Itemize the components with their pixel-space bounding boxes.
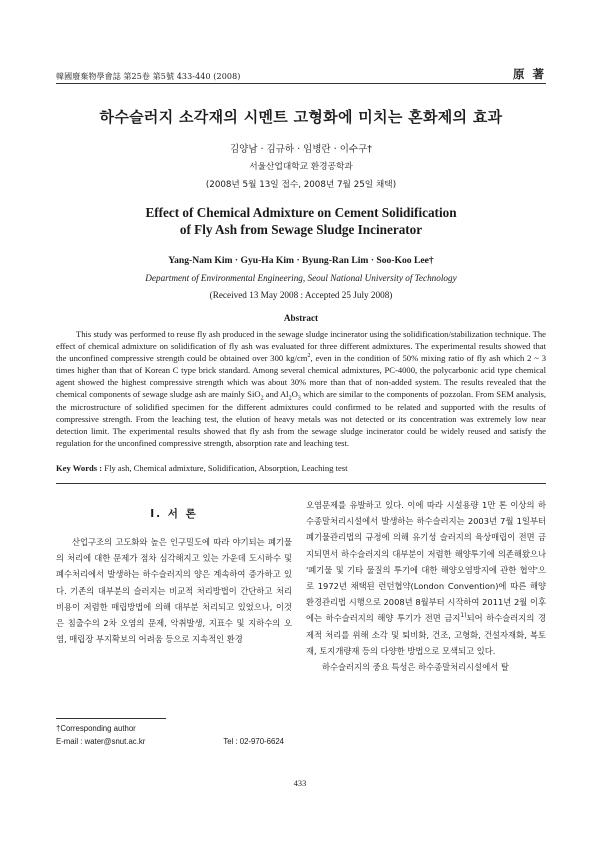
abstract-text-3: and Al: [263, 389, 289, 400]
reference-marker: 1): [460, 612, 467, 620]
footnote-contact: [56, 737, 292, 746]
page-number: 433: [293, 779, 307, 788]
header-rule: [56, 83, 546, 84]
dates-korean: (2008년 5월 13일 접수, 2008년 7월 25일 채택): [205, 180, 397, 190]
right-column-body: [306, 497, 546, 675]
abstract-sub-2: 2: [288, 396, 292, 403]
abstract-body: [56, 328, 546, 449]
abstract-text-4: O: [291, 389, 298, 400]
affiliation-korean: 서울산업대학교 환경공학과: [249, 162, 353, 172]
abstract-heading: Abstract: [283, 313, 319, 323]
right-paragraph-2: 하수슬러지의 중요 특성은 하수종말처리시설에서 탈: [322, 662, 509, 673]
authors-korean: 김양남 · 김규하 · 임병란 · 이수구†: [229, 144, 373, 155]
left-column-body: 산업구조의 고도화와 높은 인구밀도에 따라 야기되는 폐기물의 처리에 대한 문제가 점차 심각해지고 있는 가운데 도시하수 및 폐수처리에서 발생하는 하수슬러지의 양은 계속하여 증가하고 있다. 기존의 대부분의 슬러지는 비교적 처리방법이 간단하고 처리비용이 저렴한 매립방법에 의해 대부분 처리되고 있었으나, 이것은 침출수의 2차 오염의 문제, 악취발생, 지표수 및 지하수의 오염, 매립장 부지확보의 어려움 등으로 지속적인 환경: [56, 537, 292, 645]
affiliation-english: Department of Environmental Engineering, Seoul National University of Technology: [145, 273, 457, 283]
right-paragraph-1-text-b: 되어 하수슬러지의 경제적 처리를 위해 소각 및 퇴비화, 건조, 고형화, 건설자재화, 복토재, 토지개량재 등의 다양한 방법으로 모색되고 있다.: [306, 613, 546, 656]
right-paragraph-1-text: 오염문제를 유발하고 있다. 이에 따라 시설용량 1만 톤 이상의 하수종말처리시설에서 발생하는 하수슬러지는 2003년 7월 1일부터 폐기물관리법의 규정에 의해 유기성 슬러지의 육상매립이 전면 금지되면서 하수슬러지의 대부분이 저렴한 해양투기에 의존해왔으나 '폐기물 및 기타 물질의 투기에 대한 해양오염방지에 관한 협약'으로 1972년 채택된 런던협약(London Convention)에 따른 해양환경관리법 시행으로 2008년 8월부터 시작하여 2011년 2월 이후에는 하수슬러지의 해양 투기가 전면 금지: [306, 500, 546, 624]
title-english: [56, 204, 546, 238]
abstract-text-1: This study was performed to reuse fly ash produced in the sewage sludge incinerator using the solidification/stabilization technique. The effect of chemical admixture on solidification of fly ash was evaluated for three different admixtures. The experimental results showed that the unconfined compressive strength could be obtained over 300 kg/cm: [56, 329, 546, 364]
keywords-text: Fly ash, Chemical admixture, Solidification, Absorption, Leaching test: [102, 463, 348, 473]
abstract-sub-3: 3: [297, 396, 301, 403]
title-english-line1: Effect of Chemical Admixture on Cement Solidification: [145, 205, 457, 220]
article-type-badge: 原 著: [512, 67, 546, 81]
dates-english: (Received 13 May 2008 : Accepted 25 July 2008): [209, 290, 393, 300]
abstract-sub-1: 2: [260, 396, 264, 403]
footnote-corresponding: †Corresponding author: [56, 724, 136, 733]
abstract-text-5: which are similar to the components of pozzolan. From SEM analysis, the microstructure of solidified specimen for the different admixtures could confirmed to be related and supported with the results of compressive strength. From the leaching test, the elution of heavy metals was not detected or its concentration was extremely low near detection limit. The experimental results showed that fly ash from the sewage sludge incinerator could be widely reused and satisfy the regulation for the unconfined compressive strength, absorption rate and leaching test.: [56, 389, 546, 448]
abstract-text-2: , even in the condition of 50% mixing ratio of fly ash which 2 ~ 3 times higher than that of Korean C type brick standard. Among several chemical admixtures, PC-4000, the polycarbonic acid type chemical agent showed the highest compressive strength which was about 30% more than that of non-added system. The results revealed that the chemical components of sewage sludge ash are mainly SiO: [56, 353, 546, 400]
keywords-rule: [56, 483, 546, 484]
title-korean: 하수슬러지 소각재의 시멘트 고형화에 미치는 혼화제의 효과: [99, 108, 503, 126]
abstract-sup-1: 2: [307, 353, 311, 360]
right-paragraph-1: [306, 497, 546, 659]
section-heading-introduction: I. 서 론: [150, 508, 198, 520]
footnote-email: E-mail : water@snut.ac.kr: [56, 737, 146, 746]
footnote-rule: [56, 718, 166, 719]
title-english-line2: of Fly Ash from Sewage Sludge Incinerator: [179, 222, 423, 237]
journal-header: 韓國廢棄物學會誌 第25卷 第5號 433-440 (2008): [56, 72, 241, 81]
authors-english: Yang-Nam Kim · Gyu-Ha Kim · Byung-Ran Lim · Soo-Koo Lee†: [168, 255, 434, 266]
keywords-label: Key Words :: [56, 463, 103, 473]
keywords: [56, 463, 546, 473]
footnote-tel: Tel : 02-970-6624: [223, 737, 284, 746]
